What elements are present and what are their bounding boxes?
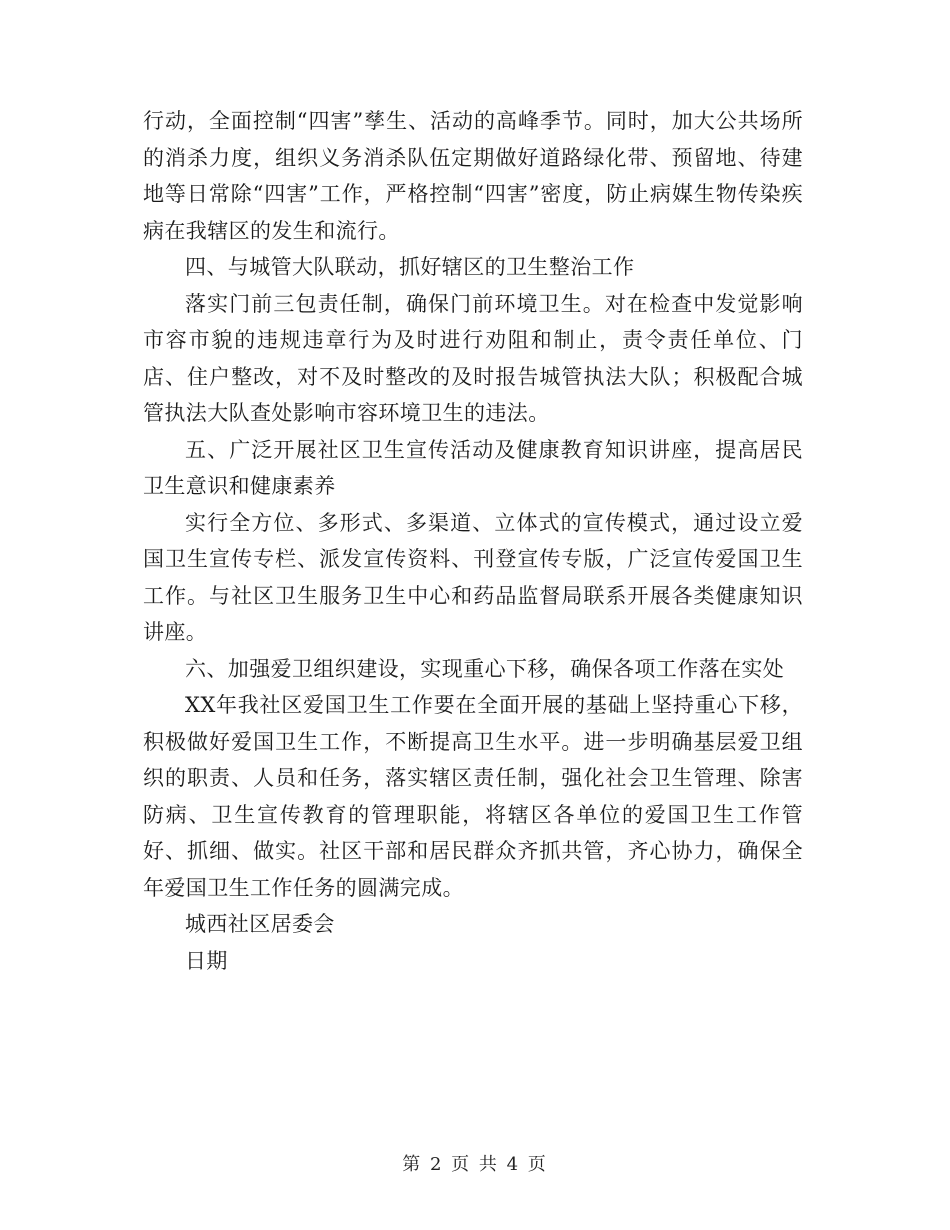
paragraph-continuation: 行动，全面控制“四害”孳生、活动的高峰季节。同时，加大公共场所的消杀力度，组织义务消杀队伍定期做好道路绿化带、预留地、待建地等日常除“四害”工作，严格控制“四害”密度，防止病媒生物传染疾病在我辖区的发生和流行。 [143,109,803,243]
paragraph-section-six: XX年我社区爱国卫生工作要在全面开展的基础上坚持重心下移，积极做好爱国卫生工作，不断提高卫生水平。进一步明确基层爱卫组织的职责、人员和任务，落实辖区责任制，强化社会卫生管理、除害防病、卫生宣传教育的管理职能，将辖区各单位的爱国卫生工作管好、抓细、做实。社区干部和居民群众齐抓共管，齐心协力，确保全年爱国卫生工作任务的圆满完成。 [143,693,803,900]
document-body [143,103,803,979]
signature-date: 日期 [185,948,228,973]
section-heading-five: 五、广泛开展社区卫生宣传活动及健康教育知识讲座，提高居民卫生意识和健康素养 [143,437,803,498]
paragraph-section-five: 实行全方位、多形式、多渠道、立体式的宣传模式，通过设立爱国卫生宣传专栏、派发宣传资料、刊登宣传专版，广泛宣传爱国卫生工作。与社区卫生服务卫生中心和药品监督局联系开展各类健康知识讲座。 [143,510,803,644]
signature-organization: 城西社区居委会 [185,912,335,936]
paragraph-section-four: 落实门前三包责任制，确保门前环境卫生。对在检查中发觉影响市容市貌的违规违章行为及时进行劝阻和制止，责令责任单位、门店、住户整改，对不及时整改的及时报告城管执法大队；积极配合城管执法大队查处影响市容环境卫生的违法。 [143,291,803,425]
section-heading-six: 六、加强爱卫组织建设，实现重心下移，确保各项工作落在实处 [185,656,785,681]
page-number-footer: 第 2 页 共 4 页 [402,1154,548,1175]
section-heading-four: 四、与城管大队联动，抓好辖区的卫生整治工作 [185,255,635,279]
